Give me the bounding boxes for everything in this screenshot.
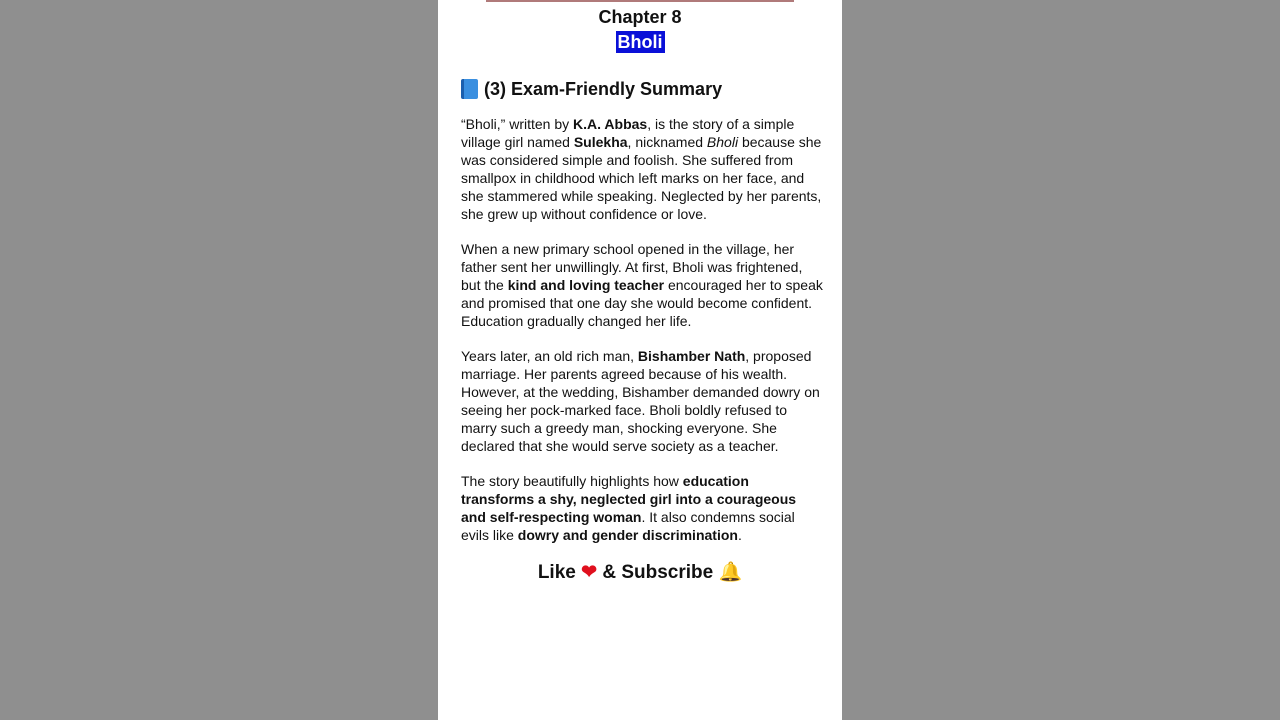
chapter-label: Chapter 8 <box>598 7 682 27</box>
summary-paragraph <box>461 240 823 330</box>
summary-paragraph <box>461 472 823 544</box>
top-divider <box>486 0 794 2</box>
summary-text <box>461 115 823 544</box>
text-segment: The story beautifully highlights how <box>461 473 683 489</box>
section-heading <box>461 77 819 101</box>
blue-book-icon <box>461 79 478 99</box>
video-frame <box>438 0 842 720</box>
text-segment: Bishamber Nath <box>637 348 746 364</box>
text-segment: When a new primary school opened in the village, her father sent her unwillingly. At first, Bholi was frightened, but the <box>461 241 803 293</box>
text-segment: K.A. Abbas <box>573 116 648 132</box>
text-segment: dowry and gender discrimination <box>517 527 738 543</box>
text-segment: . <box>737 527 742 543</box>
text-segment: “Bholi,” written by <box>461 116 574 132</box>
text-segment: , nicknamed <box>627 134 707 150</box>
text-segment: kind and loving teacher <box>507 277 665 293</box>
text-segment: , is the story of a simple village girl named <box>461 116 795 150</box>
bell-icon: 🔔 <box>718 562 743 583</box>
text-segment: , proposed marriage. Her parents agreed because of his wealth. However, at the wedding, Bishamber demanded dowry on seeing her pock-marked face. Bholi boldly refused to marry such a greedy man, shocking everyone. She declared that she would serve society as a teacher. <box>461 348 820 454</box>
text-segment: Bholi <box>706 134 739 150</box>
section-heading-text: (3) Exam-Friendly Summary <box>484 79 723 99</box>
summary-paragraph <box>461 115 823 223</box>
text-segment: Sulekha <box>573 134 628 150</box>
text-segment: education transforms a shy, neglected girl into a courageous and self-respecting woman <box>461 473 797 525</box>
story-title: Bholi <box>617 32 663 52</box>
text-segment: because she was considered simple and foolish. She suffered from smallpox in childhood which left marks on her face, and she stammered while speaking. Neglected by her parents, she grew up without confidence or love. <box>461 134 822 222</box>
subscribe-text: & Subscribe <box>602 562 714 583</box>
text-segment: encouraged her to speak and promised that one day she would become confident. Education gradually changed her life. <box>461 277 823 329</box>
like-text: Like <box>537 562 576 583</box>
like-subscribe-cta <box>461 561 819 585</box>
text-segment: Years later, an old rich man, <box>461 348 638 364</box>
text-segment: . It also condemns social evils like <box>461 509 795 543</box>
summary-paragraph <box>461 347 823 455</box>
heart-icon: ❤ <box>581 562 598 583</box>
